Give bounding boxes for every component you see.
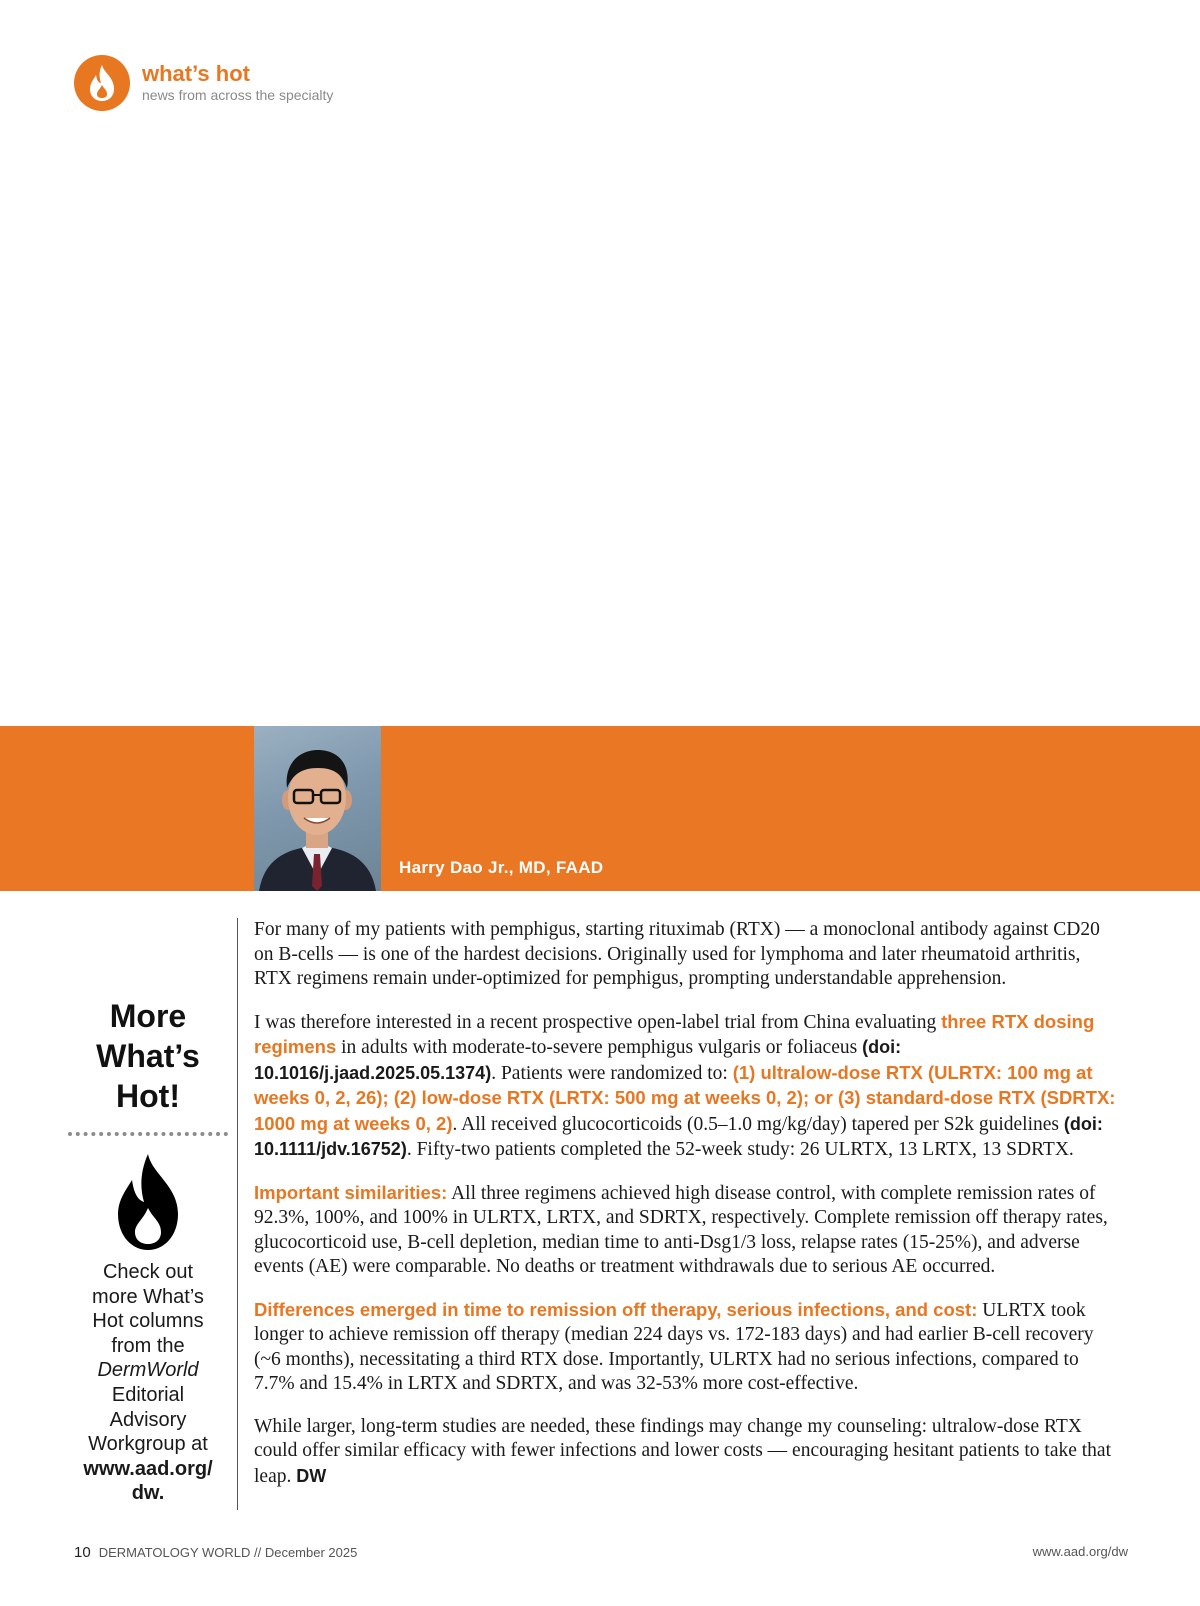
section-subtitle: news from across the specialty bbox=[142, 87, 334, 103]
sidebar-text-line: Workgroup at bbox=[88, 1433, 208, 1456]
sidebar-title-line: What’s bbox=[96, 1038, 200, 1074]
sidebar-text-line: Hot columns bbox=[92, 1310, 204, 1333]
sidebar-text-line: Advisory bbox=[109, 1408, 187, 1431]
text-span: All three regimens achieved high disease control, with complete remission rates of 92.3%, 100%, and 100% in ULRTX, LRTX, and SDRTX, respectively. Complete remission off therapy rates, glucocorticoid use, B-cell depletion, median time to anti-Dsg1/3 loss, relapse rates (15-25%), and adverse events (AE) were comparable. No deaths or treatment withdrawals due to serious AE occurred. bbox=[254, 1182, 1108, 1277]
text-span: I was therefore interested in a recent prospective open-label trial from China evaluating bbox=[254, 1011, 942, 1033]
sidebar-text-line: from the bbox=[111, 1334, 185, 1357]
article-body bbox=[254, 918, 1120, 1507]
article-paragraph bbox=[254, 1181, 1120, 1280]
sidebar-title-line: More bbox=[109, 998, 187, 1034]
article-paragraph bbox=[254, 1010, 1120, 1163]
highlight-text: Important similarities: bbox=[254, 1181, 448, 1203]
article-paragraph bbox=[254, 1298, 1120, 1397]
text-span: . Fifty-two patients completed the 52-week study: 26 ULRTX, 13 LRTX, 13 SDRTX. bbox=[406, 1139, 1074, 1160]
author-portrait bbox=[254, 726, 381, 891]
footer-url[interactable]: www.aad.org/dw bbox=[1032, 1544, 1128, 1559]
section-header bbox=[74, 55, 333, 111]
section-title: what’s hot bbox=[142, 61, 250, 86]
sidebar-link[interactable]: dw. bbox=[131, 1482, 165, 1505]
highlight-text: Differences emerged in time to remission off therapy, serious infections, and cost: bbox=[254, 1298, 978, 1320]
text-span: . Patients were randomized to: bbox=[491, 1062, 733, 1084]
doi-reference: (doi: 10.1016/j.jaad.2025.05.1374) bbox=[254, 1037, 902, 1083]
text-span: . All received glucocorticoids (0.5–1.0 mg/kg/day) tapered per S2k guidelines bbox=[452, 1113, 1064, 1135]
footer-left bbox=[74, 1544, 357, 1561]
sidebar bbox=[66, 996, 230, 1506]
sidebar-text-line: Editorial bbox=[111, 1383, 185, 1406]
sidebar-text-line: DermWorld bbox=[97, 1359, 199, 1382]
sidebar-link[interactable]: www.aad.org/ bbox=[83, 1457, 213, 1480]
sidebar-text bbox=[66, 1260, 230, 1506]
highlight-text: (1) ultralow-dose RTX (ULRTX: 100 mg at weeks 0, 2, 26); (2) low-dose RTX (LRTX: 500 mg at weeks 0, 2); or (3) standard-dose RTX (SDRTX: 1000 mg at weeks 0, 2) bbox=[254, 1061, 1116, 1134]
highlight-text: three RTX dosing regimens bbox=[254, 1010, 1095, 1057]
text-span: ULRTX took longer to achieve remission off therapy (median 224 days vs. 172-183 days) and had earlier B-cell recovery (~6 months), necessitating a third RTX dose. Importantly, ULRTX had no serious infections, compared to 7.7% and 15.4% in LRTX and SDRTX, and was 32-53% more cost-effective. bbox=[254, 1299, 1094, 1394]
text-span: While larger, long-term studies are needed, these findings may change my counseling: ultralow-dose RTX could offer similar efficacy with fewer infections and lower costs — encouraging hesitant patients to take that leap. bbox=[254, 1415, 1112, 1487]
doi-reference: (doi: 10.1111/jdv.16752) bbox=[254, 1113, 1103, 1159]
column-divider bbox=[237, 918, 238, 1510]
flame-badge bbox=[74, 55, 130, 111]
author-photo bbox=[254, 726, 381, 891]
publication-name: DERMATOLOGY WORLD // December 2025 bbox=[98, 1545, 358, 1560]
article-paragraph bbox=[254, 1415, 1120, 1490]
author-name: Harry Dao Jr., MD, FAAD bbox=[399, 858, 604, 877]
article-paragraph: For many of my patients with pemphigus, starting rituximab (RTX) — a monoclonal antibody against CD20 on B-cells — is one of the hardest decisions. Originally used for lymphoma and later rheumatoid arthritis, RTX regimens remain under-optimized for pemphigus, prompting understandable apprehension. bbox=[254, 919, 1100, 989]
flame-icon bbox=[108, 1152, 188, 1252]
article-sign-off: DW bbox=[296, 1465, 327, 1486]
sidebar-text-line: more What’s bbox=[92, 1285, 204, 1308]
page-number: 10 bbox=[74, 1544, 91, 1561]
sidebar-title bbox=[66, 996, 230, 1116]
dotted-divider bbox=[68, 1132, 228, 1136]
text-span: in adults with moderate-to-severe pemphigus vulgaris or foliaceus bbox=[336, 1037, 863, 1058]
sidebar-text-line: Check out bbox=[102, 1261, 194, 1283]
flame-icon bbox=[84, 63, 120, 103]
sidebar-title-line: Hot! bbox=[116, 1078, 180, 1114]
